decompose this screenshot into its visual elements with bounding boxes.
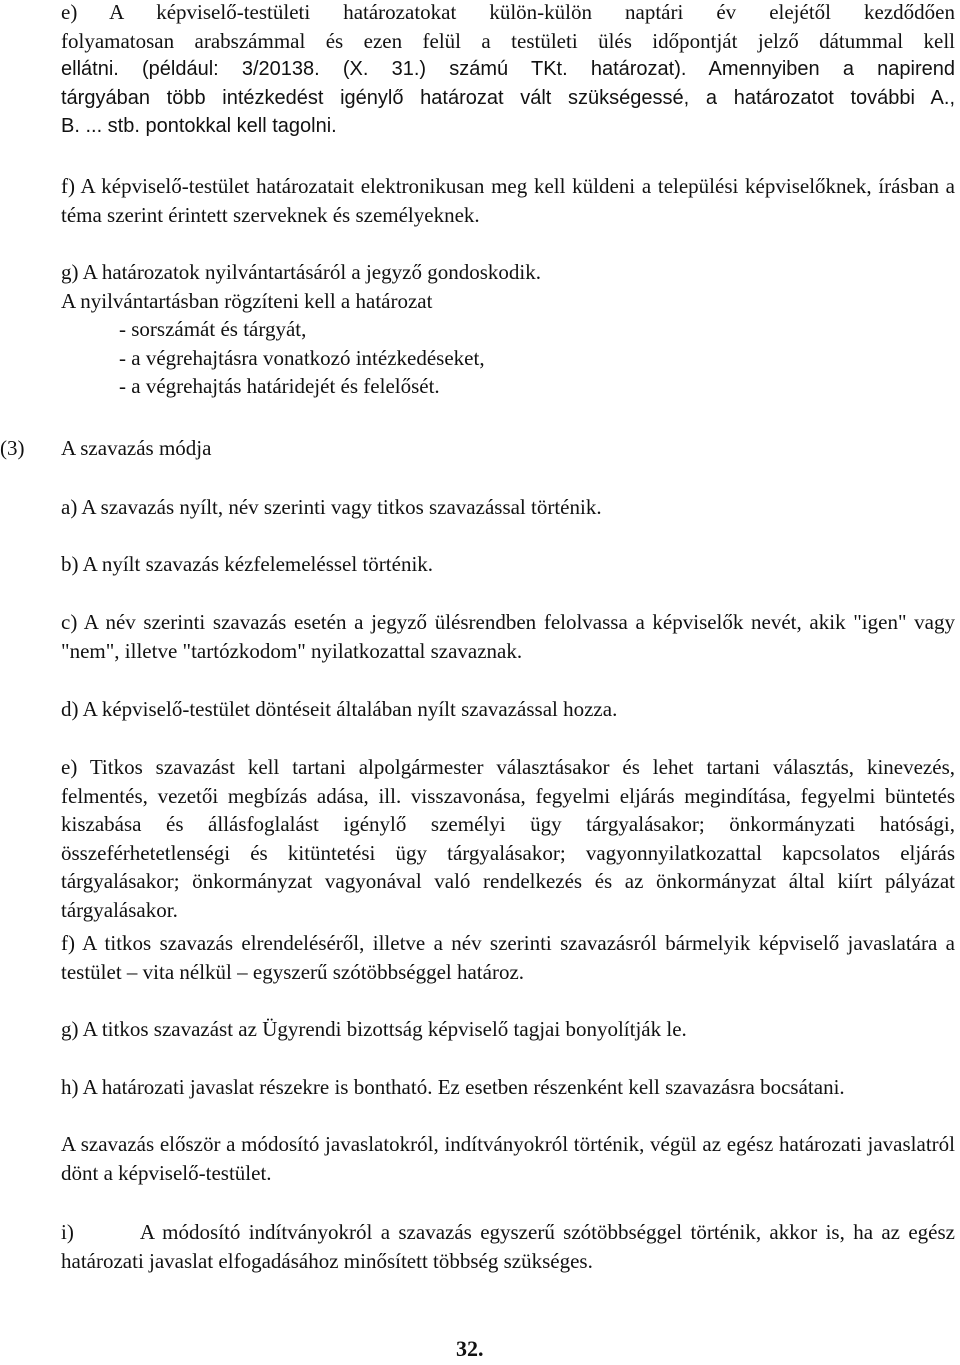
paragraph-line: B. ... stb. pontokkal kell tagolni. <box>61 115 337 137</box>
paragraph-b-open-vote: b) A nyílt szavazás kézfelemeléssel történik. <box>61 552 434 576</box>
paragraph-f-electronic-distribution: f) A képviselő-testület határozatait elektronikusan meg kell küldeni a települési képviselőknek, írásban a téma szerint érintett szerveknek és személyeknek. <box>61 174 955 227</box>
paragraph-line: ellátni. (például: 3/20138. (X. 31.) számú TKt. határozat). Amennyiben a napirend <box>61 58 955 80</box>
item-label: i) <box>61 1220 74 1244</box>
item-text: A módosító indítványokról a szavazás egyszerű szótöbbséggel történik, akkor is, ha az egész határozati javaslat elfogadásához minősített többség szükséges. <box>61 1220 955 1273</box>
paragraph-f-ordering-ballot: f) A titkos szavazás elrendeléséről, illetve a név szerinti szavazásról bármelyik képviselő javaslatára a testület – vita nélkül – egyszerű szótöbbséggel határoz. <box>61 931 955 984</box>
paragraph-h-split-proposal: h) A határozati javaslat részekre is bontható. Ez esetben részenként kell szavazásra bocsátani. <box>61 1075 845 1099</box>
paragraph-h-continuation: A szavazás először a módosító javaslatokról, indítványokról történik, végül az egész határozati javaslatról dönt a képviselő-testület. <box>61 1132 955 1185</box>
page-number: 32. <box>456 1336 484 1361</box>
bullet-item: - a végrehajtásra vonatkozó intézkedéseket, <box>119 345 485 370</box>
section-number: (3) <box>0 436 25 460</box>
bullet-item: - sorszámát és tárgyát, <box>119 317 307 341</box>
paragraph-g-registry <box>61 258 955 401</box>
paragraph-e-resolutions-numbering <box>61 0 955 141</box>
paragraph-c-roll-call: c) A név szerinti szavazás esetén a jegyző ülésrendben felolvassa a képviselők nevét, akik "igen" vagy "nem", illetve "tartózkodom" nyilatkozattal szavaznak. <box>61 610 955 663</box>
paragraph-i-amendments <box>61 1218 955 1275</box>
paragraph-a-voting-types: a) A szavazás nyílt, név szerinti vagy titkos szavazással történik. <box>61 495 602 519</box>
paragraph-line: tárgyában több intézkedést igénylő határozat vált szükségessé, a határozatot további A., <box>61 86 955 109</box>
paragraph-line: e) A képviselő-testületi határozatokat külön-külön naptári év elejétől kezdődően <box>61 0 955 24</box>
paragraph-line: A nyilvántartásban rögzíteni kell a határozat <box>61 288 433 313</box>
paragraph-e-secret-ballot: e) Titkos szavazást kell tartani alpolgármester választásakor és lehet tartani választás, kinevezés, felmentés, vezetői megbízás adása, ill. visszavonása, fegyelmi eljárás megindítása, fegyelmi büntetés kiszabása és állásfoglalást igénylő személyi ügy tárgyalásakor; önkormányzati hatósági, összeférhetetlenségi és kitüntetési ügy tárgyalásakor; vagyonnyilatkozattal kapcsolatos eljárás tárgyalásakor; önkormányzat vagyonával való rendelkezés és az önkormányzat által kiírt pályázat tárgyalásakor. <box>61 755 955 922</box>
bullet-item: - a végrehajtás határidejét és felelősét. <box>119 374 440 398</box>
paragraph-line: folyamatosan arabszámmal és ezen felül a testületi ülés időpontját jelző dátummal kell <box>61 28 955 53</box>
section-title: A szavazás módja <box>61 436 212 460</box>
paragraph-d-decisions: d) A képviselő-testület döntéseit általában nyílt szavazással hozza. <box>61 697 618 721</box>
paragraph-line: g) A határozatok nyilvántartásáról a jegyző gondoskodik. <box>61 260 541 284</box>
paragraph-g-committee: g) A titkos szavazást az Ügyrendi bizottság képviselő tagjai bonyolítják le. <box>61 1017 687 1041</box>
